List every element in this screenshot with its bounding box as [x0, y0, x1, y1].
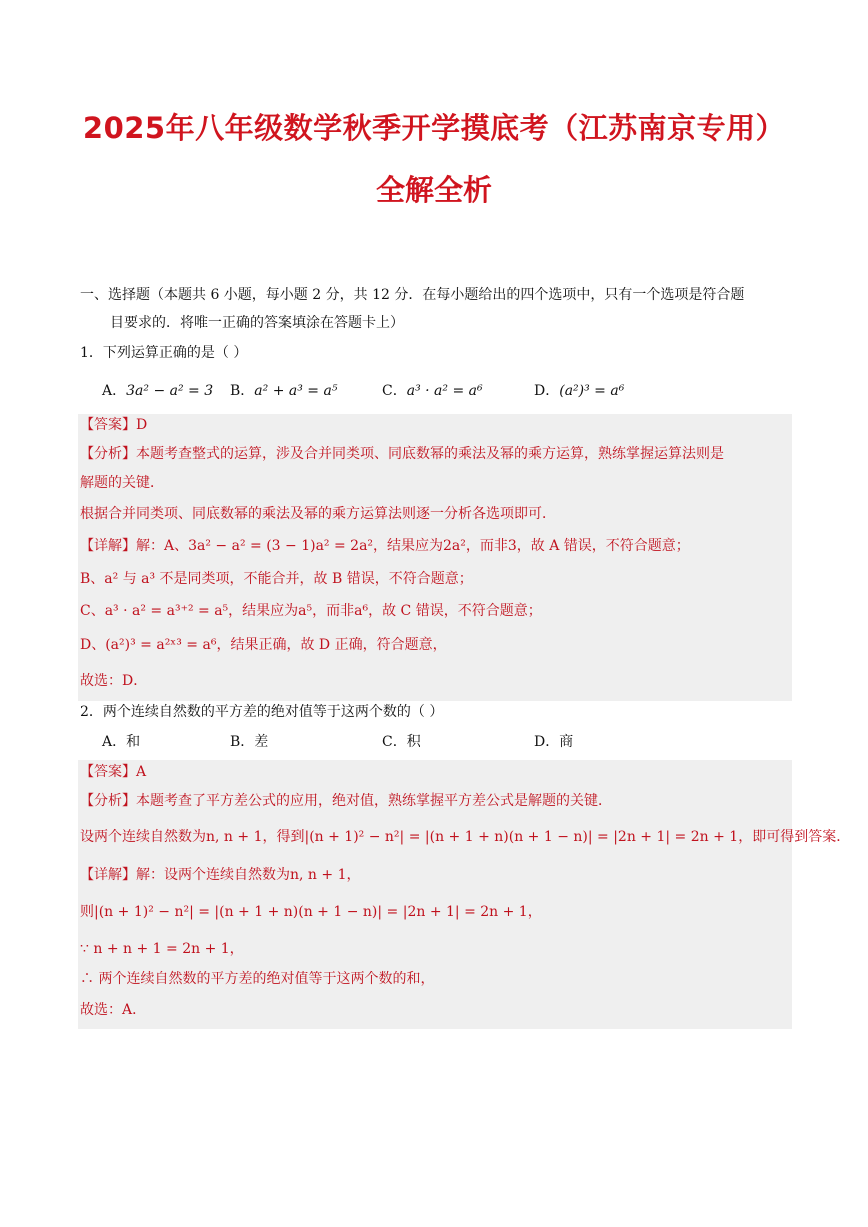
question-1-options	[102, 380, 792, 402]
q1-detail-line3: C、a³ · a² = a³⁺² = a⁵，结果应为a⁵，而非a⁶，故 C 错误，不符合题意；	[80, 603, 542, 619]
page-title: 2025年八年级数学秋季开学摸底考（江苏南京专用）	[82, 111, 786, 145]
section-heading	[80, 281, 792, 337]
q2-option-d: D．商	[534, 734, 574, 750]
q1-option-a: A．3a² − a² = 3	[102, 383, 214, 399]
q1-detail-line1: 【详解】解：A、3a² − a² = (3 − 1)a² = 2a²，结果应为2a²，而非3，故 A 错误，不符合题意；	[80, 538, 690, 554]
q1-answer: 【答案】D	[80, 417, 148, 433]
q2-analysis-line2: 设两个连续自然数为n, n + 1，得到|(n + 1)² − n²| = |(n + 1 + n)(n + 1 − n)| = |2n + 1| = 2n + 1，即可得到答案．	[80, 829, 851, 845]
q2-detail-line3: ∵ n + n + 1 = 2n + 1，	[80, 941, 244, 957]
q2-detail-line2: 则|(n + 1)² − n²| = |(n + 1 + n)(n + 1 − n)| = |2n + 1| = 2n + 1，	[80, 904, 542, 920]
q2-detail-line4: ∴ 两个连续自然数的平方差的绝对值等于这两个数的和，	[80, 971, 435, 987]
q1-analysis-line1: 【分析】本题考查整式的运算，涉及合并同类项、同底数幂的乘法及幂的乘方运算，熟练掌握运算法则是	[80, 446, 724, 462]
question-1-stem: 1．下列运算正确的是（ ）	[80, 345, 248, 361]
q2-option-c: C．积	[382, 734, 421, 750]
q1-analysis-line2: 解题的关键．	[80, 475, 164, 491]
q2-analysis-line1: 【分析】本题考查了平方差公式的应用，绝对值，熟练掌握平方差公式是解题的关键．	[80, 793, 612, 809]
q1-option-b: B．a² + a³ = a⁵	[230, 383, 338, 399]
q1-option-d: D．(a²)³ = a⁶	[534, 383, 625, 399]
q1-detail-line5: 故选：D．	[80, 673, 148, 689]
q2-answer: 【答案】A	[80, 764, 147, 780]
section-heading-line1: 一、选择题（本题共 6 小题，每小题 2 分，共 12 分．在每小题给出的四个选项中，只有一个选项是符合题	[80, 287, 745, 303]
q1-option-c: C．a³ · a² = a⁶	[382, 383, 483, 399]
q2-detail-line1: 【详解】解：设两个连续自然数为n, n + 1，	[80, 867, 361, 883]
q1-detail-line4: D、(a²)³ = a²ˣ³ = a⁶，结果正确，故 D 正确，符合题意，	[80, 637, 447, 653]
q1-detail-line2: B、a² 与 a³ 不是同类项，不能合并，故 B 错误，不符合题意；	[80, 571, 473, 587]
page-subtitle: 全解全析	[375, 173, 492, 207]
section-heading-line2: 目要求的．将唯一正确的答案填涂在答题卡上）	[110, 315, 404, 331]
question-2-stem: 2．两个连续自然数的平方差的绝对值等于这两个数的（ ）	[80, 704, 444, 720]
q1-analysis-line3: 根据合并同类项、同底数幂的乘法及幂的乘方运算法则逐一分析各选项即可．	[80, 506, 556, 522]
q2-detail-line5: 故选：A．	[80, 1002, 147, 1018]
question-2-options	[102, 731, 792, 753]
q2-option-b: B．差	[230, 734, 269, 750]
q2-option-a: A．和	[102, 734, 141, 750]
